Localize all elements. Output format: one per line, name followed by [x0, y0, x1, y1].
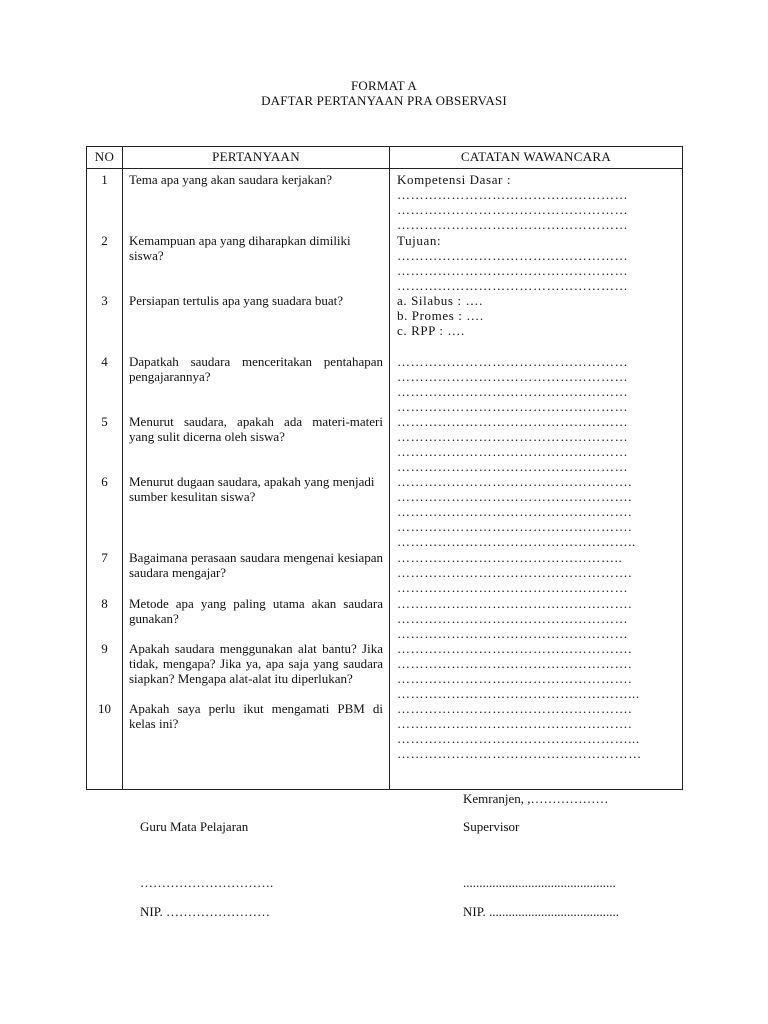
row-number: 9 — [101, 641, 108, 656]
row-number: 1 — [101, 172, 108, 187]
question-text: Persiapan tertulis apa yang suadara buat? — [129, 293, 344, 308]
notes-line[interactable]: …………………………………………… — [397, 278, 629, 293]
notes-line[interactable]: …………………………………………… — [397, 384, 629, 399]
notes-line[interactable]: …………………………………………… — [397, 414, 629, 429]
notes-line[interactable]: …………………………………………… — [397, 580, 629, 595]
header-divider — [87, 168, 682, 169]
question-text: Menurut dugaan saudara, apakah yang menjadi sumber kesulitan siswa? — [129, 474, 375, 504]
question-text: Tema apa yang akan saudara kerjakan? — [129, 172, 333, 187]
supervisor-nip[interactable]: NIP. ........................................ — [463, 904, 620, 919]
teacher-nip[interactable]: NIP. …………………… — [140, 904, 271, 919]
row-number: 6 — [101, 474, 108, 489]
teacher-role-label: Guru Mata Pelajaran — [140, 819, 249, 834]
question-text: Kemampuan apa yang diharapkan dimiliki siswa? — [129, 233, 351, 263]
notes-line[interactable]: …………………………………………… — [397, 354, 629, 369]
question-text: Menurut saudara, apakah ada materi-materi yang sulit dicerna oleh siswa? — [129, 414, 383, 444]
notes-line[interactable]: ……………………………………………. — [397, 489, 633, 504]
header-question: PERTANYAAN — [212, 149, 300, 164]
row-number: 3 — [101, 293, 108, 308]
notes-line[interactable]: ………………………………………….. — [397, 550, 623, 565]
interview-notes — [397, 596, 677, 641]
notes-line[interactable]: …………………………………………… — [397, 187, 629, 202]
notes-line[interactable]: ……………………………………………. — [397, 596, 633, 611]
interview-notes — [397, 172, 677, 232]
notes-line[interactable]: ……………………………………………. — [397, 504, 633, 519]
column-divider-notes — [389, 147, 390, 789]
question-text: Apakah saudara menggunakan alat bantu? Jika tidak, mengapa? Jika ya, apa saja yang saudara siapkan? Mengapa alat-alat itu diperlukan? — [129, 641, 383, 686]
interview-notes — [397, 354, 677, 414]
interview-notes — [397, 474, 677, 549]
interview-notes — [397, 550, 677, 595]
notes-line[interactable]: …………………………………………… — [397, 429, 629, 444]
notes-line[interactable]: …………………………………………… — [397, 369, 629, 384]
notes-line[interactable]: ……………………………………………... — [397, 686, 640, 701]
notes-line[interactable]: ……………………………………………… — [397, 746, 642, 761]
notes-line[interactable]: …………………………………………… — [397, 217, 629, 232]
header-notes: CATATAN WAWANCARA — [460, 149, 612, 164]
notes-line[interactable]: …………………………………………… — [397, 444, 629, 459]
questions-table — [86, 146, 683, 790]
notes-line[interactable]: …………………………………………… — [397, 611, 629, 626]
supervisor-signature-line[interactable]: ............................................... — [463, 875, 616, 890]
form-title: FORMAT A — [350, 78, 418, 93]
place-date: Kemranjen, ,……………… — [463, 791, 609, 806]
interview-notes — [397, 293, 677, 338]
interview-notes — [397, 641, 677, 701]
notes-line[interactable]: ……………………………………………. — [397, 519, 633, 534]
notes-line[interactable]: …………………………………………… — [397, 626, 629, 641]
notes-line[interactable]: b. Promes : …. — [397, 308, 484, 323]
notes-line[interactable]: ……………………………………………. — [397, 474, 633, 489]
question-text: Bagaimana perasaan saudara mengenai kesiapan saudara mengajar? — [129, 550, 383, 580]
question-text: Dapatkah saudara menceritakan pentahapan pengajarannya? — [129, 354, 383, 384]
interview-notes — [397, 233, 677, 293]
interview-notes — [397, 701, 677, 761]
notes-line[interactable]: ……………………………………………. — [397, 671, 633, 686]
row-number: 10 — [98, 701, 111, 716]
notes-line[interactable]: Kompetensi Dasar : — [397, 172, 512, 187]
row-number: 2 — [101, 233, 108, 248]
notes-line[interactable]: ……………………………………………. — [397, 565, 633, 580]
teacher-signature-line[interactable]: …………………………. — [140, 875, 274, 890]
form-subtitle: DAFTAR PERTANYAAN PRA OBSERVASI — [261, 93, 507, 108]
notes-line[interactable]: a. Silabus : …. — [397, 293, 483, 308]
row-number: 7 — [101, 550, 108, 565]
notes-line[interactable]: Tujuan: — [397, 233, 442, 248]
notes-line[interactable]: …………………………………………… — [397, 202, 629, 217]
notes-line[interactable]: ……………………………………………... — [397, 731, 640, 746]
row-number: 8 — [101, 596, 108, 611]
supervisor-role-label: Supervisor — [463, 819, 520, 834]
row-number: 5 — [101, 414, 108, 429]
notes-line[interactable]: ……………………………………………. — [397, 656, 633, 671]
column-divider-no — [122, 147, 123, 789]
notes-line[interactable]: ……………………………………………. — [397, 701, 633, 716]
notes-line[interactable]: …………………………………………… — [397, 248, 629, 263]
notes-line[interactable]: …………………………………………… — [397, 263, 629, 278]
row-number: 4 — [101, 354, 108, 369]
interview-notes — [397, 414, 677, 474]
notes-line[interactable]: ……………………………………………. — [397, 641, 633, 656]
notes-line[interactable]: c. RPP : …. — [397, 323, 465, 338]
notes-line[interactable]: …………………………………………… — [397, 399, 629, 414]
question-text: Apakah saya perlu ikut mengamati PBM di kelas ini? — [129, 701, 383, 731]
notes-line[interactable]: …………………………………………….. — [397, 534, 636, 549]
notes-line[interactable]: …………………………………………… — [397, 459, 629, 474]
question-text: Metode apa yang paling utama akan saudara gunakan? — [129, 596, 383, 626]
notes-line[interactable]: ……………………………………………. — [397, 716, 633, 731]
header-no: NO — [94, 149, 115, 164]
